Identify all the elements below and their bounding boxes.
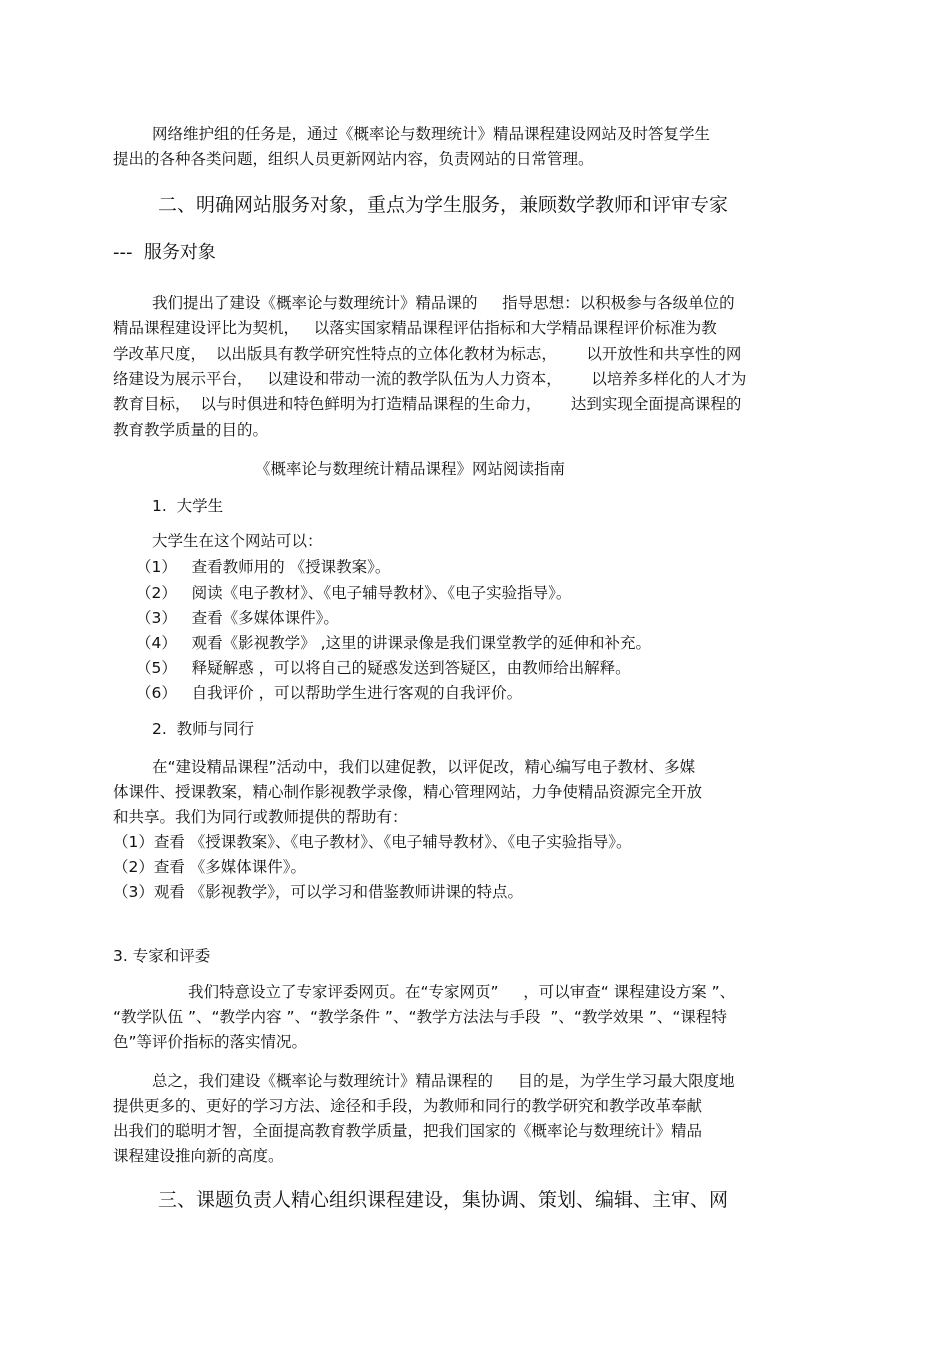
students-intro: 大学生在这个网站可以： (152, 532, 323, 550)
list-item: （5） 释疑解惑 ，可以将自己的疑惑发送到答疑区，由教师给出解释。 (136, 659, 631, 677)
list-item: （4） 观看《影视教学》 ,这里的讲课录像是我们课堂教学的延伸和补充。 (136, 634, 651, 652)
paragraph-line: 体课件、授课教案，精心制作影视教学录像，精心管理网站，力争使精品资源完全开放 (113, 783, 703, 801)
paragraph-line: 色”等评价指标的落实情况。 (113, 1033, 308, 1051)
summary-line: 出我们的聪明才智，全面提高教育教学质量，把我们国家的《概率论与数理统计》精品 (113, 1122, 703, 1140)
list-item: （2） 阅读《电子教材》、《电子辅导教材》、《电子实验指导》。 (136, 584, 572, 602)
list-item: （3） 查看《多媒体课件》。 (136, 609, 339, 627)
paragraph-line: 教育教学质量的目的。 (113, 421, 269, 439)
list-item: （2）查看 《多媒体课件》。 (113, 858, 307, 876)
intro-line: 网络维护组的任务是，通过《概率论与数理统计》精品课程建设网站及时答复学生 (152, 125, 711, 143)
guide-title: 《概率论与数理统计精品课程》网站阅读指南 (255, 460, 566, 478)
list-item: （3）观看 《影视教学》，可以学习和借鉴教师讲课的特点。 (113, 883, 524, 901)
paragraph-line: 络建设为展示平台， 以建设和带动一流的教学队伍为人力资本， 以培养多样化的人才为 (113, 370, 747, 388)
list-item: （6） 自我评价 ，可以帮助学生进行客观的自我评价。 (136, 684, 523, 702)
paragraph-line: 我们提出了建设《概率论与数理统计》精品课的 指导思想：以积极参与各级单位的 (152, 294, 735, 312)
experts-label: 3. 专家和评委 (113, 947, 211, 965)
paragraph-line: 和共享。我们为同行或教师提供的帮助有： (113, 808, 408, 826)
students-label: 1. 大学生 (152, 497, 224, 515)
paragraph-line: 我们特意设立了专家评委网页。在“专家网页” ，可以审查“ 课程建设方案 ”、 (188, 983, 736, 1001)
list-item: （1） 查看教师用的 《授课教案》。 (136, 558, 391, 576)
intro-line: 提出的各种各类问题，组织人员更新网站内容，负责网站的日常管理。 (113, 150, 594, 168)
paragraph-line: 在“建设精品课程”活动中，我们以建促教，以评促改，精心编写电子教材、多媒 (152, 758, 696, 776)
paragraph-line: 教育目标， 以与时俱进和特色鲜明为打造精品课程的生命力， 达到实现全面提高课程的 (113, 395, 742, 413)
summary-line: 总之，我们建设《概率论与数理统计》精品课程的 目的是，为学生学习最大限度地 (152, 1072, 735, 1090)
teachers-label: 2. 教师与同行 (152, 720, 255, 738)
summary-line: 课程建设推向新的高度。 (113, 1147, 284, 1165)
summary-line: 提供更多的、更好的学习方法、途径和手段，为教师和同行的教学研究和教学改革奉献 (113, 1097, 703, 1115)
paragraph-line: “教学队伍 ”、“教学内容 ”、“教学条件 ”、“教学方法法与手段 ”、“教学效果 ”、“课程特 (113, 1008, 727, 1026)
section-2-heading: 二、明确网站服务对象，重点为学生服务，兼顾数学教师和评审专家 (158, 194, 729, 216)
section-3-heading: 三、课题负责人精心组织课程建设，集协调、策划、编辑、主审、网 (158, 1189, 729, 1211)
paragraph-line: 精品课程建设评比为契机， 以落实国家精品课程评估指标和大学精品课程评价标准为教 (113, 319, 717, 337)
paragraph-line: 学改革尺度， 以出版具有教学研究性特点的立体化教材为标志， 以开放性和共享性的网 (113, 345, 742, 363)
list-item: （1）查看 《授课教案》、《电子教材》、《电子辅导教材》、《电子实验指导》。 (113, 833, 632, 851)
service-target-subheading: --- 服务对象 (113, 242, 216, 263)
